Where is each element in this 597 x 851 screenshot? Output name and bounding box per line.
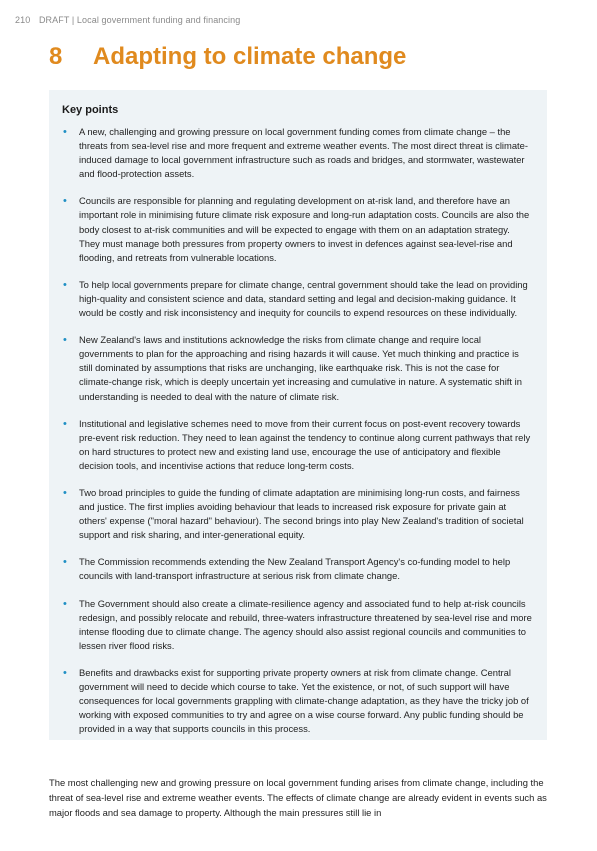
key-point-item xyxy=(62,333,533,403)
key-point-item xyxy=(62,125,533,181)
key-point-text: New Zealand's laws and institutions acknowledge the risks from climate change and require local governments to plan for the approaching and rising hazards it will cause. Yet much thinking and practice is still dominated by assumptions that risks are unchanging, like earthquake risk. This is not the case for climate-change risk, which is deeply uncertain yet increasing and cumulative in nature. A systematic shift in understanding is needed to deal with the nature of climate risk. xyxy=(79,334,522,402)
key-point-text: To help local governments prepare for climate change, central government should take the lead on providing high-quality and consistent science and data, standard setting and legal and decision-making guidance. It would be costly and risk inconsistency and inequity for councils to expend resources on these individually. xyxy=(79,278,528,319)
key-point-text: The Commission recommends extending the New Zealand Transport Agency's co-funding model to help councils with land-transport infrastructure at serious risk from climate change. xyxy=(79,556,511,582)
key-point-text: The Government should also create a climate-resilience agency and associated fund to help at-risk councils redesign, and possibly relocate and rebuild, three-waters infrastructure threatened by sea-level rise and more intense flooding due to climate change. The agency should also assist regional councils and communities to lessen river flood risks. xyxy=(79,597,532,651)
key-point-text: A new, challenging and growing pressure on local government funding comes from climate change – the threats from sea-level rise and more frequent and extreme weather events. The most direct threat is climate-induced damage to local government infrastructure such as roads and bridges, and stormwater, wastewater and flood-protection assets. xyxy=(79,126,528,180)
key-point-text: Two broad principles to guide the funding of climate adaptation are minimising long-run costs, and fairness and justice. The first implies avoiding behaviour that leads to increased risk exposure for private gain at others' expense ("moral hazard" behaviour). The second brings into play New Zealand's tradition of societal support and risk sharing, and inter-generational equity. xyxy=(79,486,524,541)
running-header xyxy=(15,15,240,25)
bullet-icon: • xyxy=(63,278,67,291)
key-point-item xyxy=(62,597,533,653)
key-point-item xyxy=(62,486,533,542)
key-point-item xyxy=(62,417,533,473)
key-point-text: Benefits and drawbacks exist for supporting private property owners at risk from climate change. Central government will need to decide which course to take. Yet the existence, or not, of such support will have consequences for local governments grappling with climate-change adaptation, as they have the tricky job of working with exposed communities to try and agree on a wise course forward. Any public funding should be provided in a way that supports councils in this process. xyxy=(79,666,529,735)
bullet-icon: • xyxy=(63,666,67,679)
bullet-icon: • xyxy=(63,195,67,208)
chapter-number: 8 xyxy=(49,43,63,70)
chapter-title: Adapting to climate change xyxy=(93,43,407,70)
running-title: DRAFT | Local government funding and financing xyxy=(38,15,241,25)
bullet-icon: • xyxy=(63,126,67,138)
key-point-text: Councils are responsible for planning and regulating development on at-risk land, and therefore have an important role in minimising future climate risk exposure and long-run adaptation costs. Councils are also the body closest to at-risk communities and will be expected to engage with them on an adaptation strategy. They must manage both pressures from property owners to invest in defences against sea-level-rise and flooding, and retreats from vulnerable locations. xyxy=(79,195,530,263)
key-point-item xyxy=(62,278,533,320)
bullet-icon: • xyxy=(63,334,67,347)
key-points-box xyxy=(49,90,547,740)
key-points-title: Key points xyxy=(62,104,119,116)
chapter-heading xyxy=(49,43,406,71)
body-paragraph: The most challenging new and growing pressure on local government funding arises from climate change, including the threat of sea-level rise and extreme weather events. The effects of climate change are already evident in events such as major floods and sea damage to property. Although the main pressures still lie in xyxy=(49,777,547,819)
key-point-text: Institutional and legislative schemes need to move from their current focus on post-event recovery towards pre-event risk reduction. They need to lean against the tendency to continue along current pathways that rely on hard structures to protect new and existing land use, encourage the use of anticipatory and flexible decision tools, and incentivise actions that reduce long-term costs. xyxy=(79,417,531,471)
bullet-icon: • xyxy=(63,486,67,499)
bullet-icon: • xyxy=(63,597,67,610)
key-point-item xyxy=(62,194,533,264)
page-number: 210 xyxy=(15,15,31,25)
key-point-item xyxy=(62,666,533,736)
bullet-icon: • xyxy=(63,556,67,569)
key-point-item xyxy=(62,555,533,583)
bullet-icon: • xyxy=(63,417,67,430)
key-points-list xyxy=(62,125,533,736)
